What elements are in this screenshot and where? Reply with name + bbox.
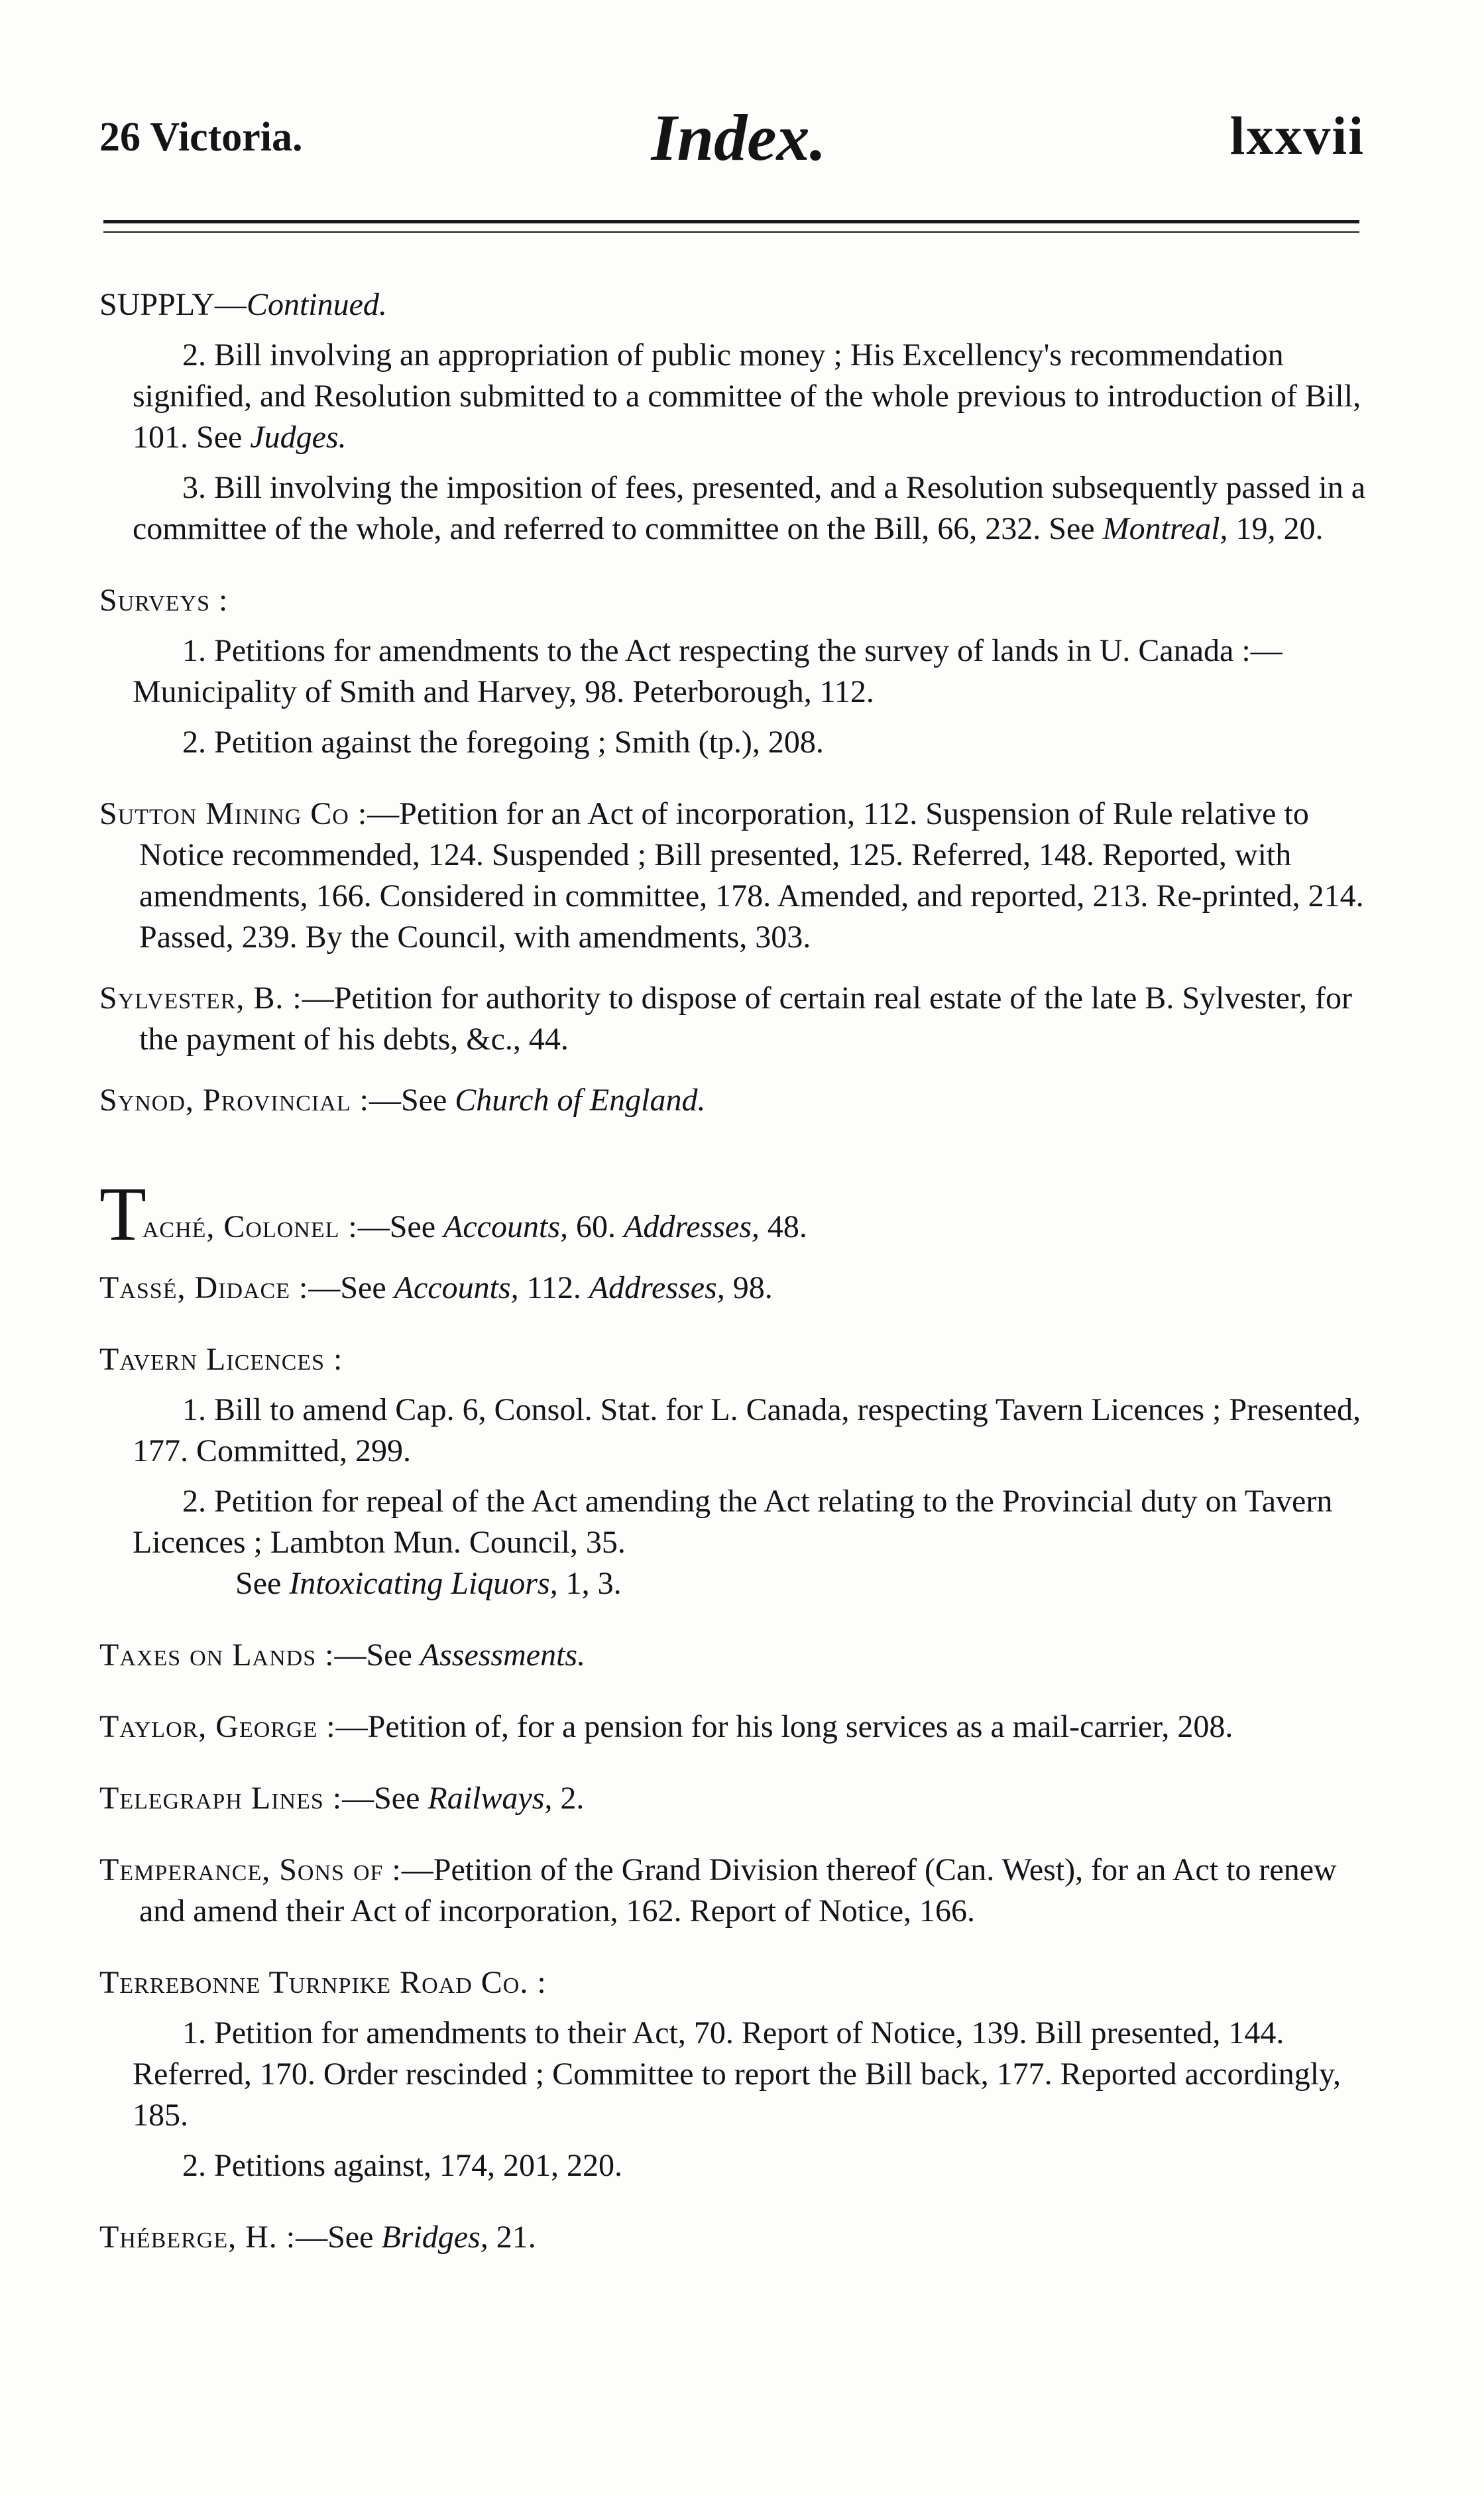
- tavern-heading: Tavern Licences :: [99, 1342, 343, 1377]
- telegraph-tail: 2.: [552, 1781, 585, 1816]
- sylvester-heading: Sylvester, B. :: [99, 981, 302, 1016]
- tavern-see-prefix: See: [235, 1566, 290, 1601]
- tasse-num-2: 98.: [724, 1270, 773, 1305]
- tavern-see: [99, 1563, 1378, 1604]
- entry-tasse: [99, 1268, 1378, 1309]
- telegraph-see: Railways,: [428, 1781, 553, 1816]
- header-title: Index.: [651, 101, 827, 174]
- sutton-text: —Petition for an Act of incorporation, 112. Suspension of Rule relative to Notice recommended, 124. Suspended ; Bill presented, 125. Referred, 148. Reported, with amendments, 166. Considered in committee, 178. Amended, and reported, 213. Re-printed, 214. Passed, 239. By the Council, with amendments, 303.: [139, 796, 1364, 955]
- drop-cap: T: [99, 1172, 146, 1257]
- entry-sutton: [99, 794, 1378, 958]
- surveys-item-1: 1. Petitions for amendments to the Act respecting the survey of lands in U. Canada :—Municipality of Smith and Harvey, 98. Peterborough, 112.: [133, 633, 1283, 709]
- entry-sylvester: [99, 978, 1378, 1060]
- entry-theberge: [99, 2217, 1378, 2258]
- tache-see-2: Addresses,: [624, 1209, 760, 1244]
- supply-item-2-text: 2. Bill involving an appropriation of public money ; His Excellency's recommendation signified, and Resolution submitted to a committee of the whole previous to introduction of Bill, 101. See: [133, 337, 1361, 455]
- tasse-heading: Tassé, Didace :: [99, 1270, 309, 1305]
- supply-item-3-see: Montreal,: [1102, 511, 1228, 546]
- page-header: [99, 99, 1378, 179]
- theberge-heading: Théberge, H. :: [99, 2220, 296, 2255]
- synod-see: Church of England.: [455, 1083, 706, 1118]
- supply-item-3-text: 3. Bill involving the imposition of fees, presented, and a Resolution subsequently passed in a committee of the whole, and referred to committee on the Bill, 66, 232. See: [133, 470, 1366, 546]
- tavern-item-1: 1. Bill to amend Cap. 6, Consol. Stat. for L. Canada, respecting Tavern Licences ; Presented, 177. Committed, 299.: [133, 1392, 1361, 1468]
- tasse-text: —See: [308, 1270, 394, 1305]
- entry-taylor: [99, 1706, 1378, 1748]
- temperance-heading: Temperance, Sons of :: [99, 1852, 402, 1887]
- entry-supply: [99, 284, 1378, 326]
- synod-heading: Synod, Provincial :: [99, 1083, 369, 1118]
- sutton-heading: Sutton Mining Co :: [99, 796, 368, 831]
- temperance-text: —Petition of the Grand Division thereof (Can. West), for an Act to renew and amend their Act of incorporation, 162. Report of Notice, 166.: [139, 1852, 1337, 1929]
- supply-item-2-see: Judges.: [250, 420, 347, 455]
- tache-num-2: 48.: [759, 1209, 807, 1244]
- supply-item-3-tail: 19, 20.: [1227, 511, 1324, 546]
- entry-synod: [99, 1080, 1378, 1121]
- supply-heading: SUPPLY—: [99, 287, 247, 322]
- tache-see-1: Accounts,: [443, 1209, 568, 1244]
- entry-taxes: [99, 1635, 1378, 1676]
- telegraph-text: —See: [342, 1781, 428, 1816]
- supply-continued: Continued.: [246, 287, 387, 322]
- surveys-heading: Surveys :: [99, 583, 229, 618]
- tache-text: —See: [357, 1209, 444, 1244]
- entry-tache: [99, 1172, 1378, 1257]
- terrebonne-item-2: 2. Petitions against, 174, 201, 220.: [182, 2148, 622, 2183]
- synod-text: —See: [369, 1083, 455, 1118]
- tasse-num-1: 112.: [518, 1270, 589, 1305]
- taxes-heading: Taxes on Lands :: [99, 1637, 335, 1673]
- tavern-item-2: 2. Petition for repeal of the Act amending the Act relating to the Provincial duty on Tavern Licences ; Lambton Mun. Council, 35.: [133, 1484, 1333, 1560]
- taxes-see: Assessments.: [420, 1637, 586, 1673]
- supply-item-3: [99, 467, 1378, 550]
- tavern-see-tail: 1, 3.: [557, 1566, 622, 1601]
- supply-item-2: [99, 335, 1378, 458]
- tasse-see-2: Addresses,: [589, 1270, 725, 1305]
- header-rule: [103, 220, 1359, 233]
- page-number: lxxvii: [1229, 105, 1365, 166]
- header-left: 26 Victoria.: [99, 115, 303, 160]
- taylor-text: —Petition of, for a pension for his long services as a mail-carrier, 208.: [335, 1709, 1233, 1744]
- tache-num-1: 60.: [568, 1209, 624, 1244]
- terrebonne-heading: Terrebonne Turnpike Road Co. :: [99, 1965, 547, 2000]
- entry-telegraph: [99, 1778, 1378, 1819]
- tasse-see-1: Accounts,: [394, 1270, 519, 1305]
- telegraph-heading: Telegraph Lines :: [99, 1781, 343, 1816]
- taxes-text: —See: [334, 1637, 420, 1673]
- tavern-see-ref: Intoxicating Liquors,: [289, 1566, 558, 1601]
- sylvester-text: —Petition for authority to dispose of certain real estate of the late B. Sylvester, for the payment of his debts, &c., 44.: [139, 981, 1353, 1057]
- theberge-tail: 21.: [488, 2220, 536, 2255]
- terrebonne-item-1: 1. Petition for amendments to their Act, 70. Report of Notice, 139. Bill presented, 144. Referred, 170. Order rescinded ; Committee to report the Bill back, 177. Reported accordingly, 185.: [133, 2015, 1341, 2133]
- theberge-text: —See: [296, 2220, 382, 2255]
- taylor-heading: Taylor, George :: [99, 1709, 336, 1744]
- surveys-item-2: 2. Petition against the foregoing ; Smith (tp.), 208.: [182, 725, 824, 760]
- tache-heading: aché, Colonel :: [142, 1209, 358, 1244]
- index-body: [99, 284, 1378, 2258]
- theberge-see: Bridges,: [381, 2220, 488, 2255]
- entry-temperance: [99, 1850, 1378, 1932]
